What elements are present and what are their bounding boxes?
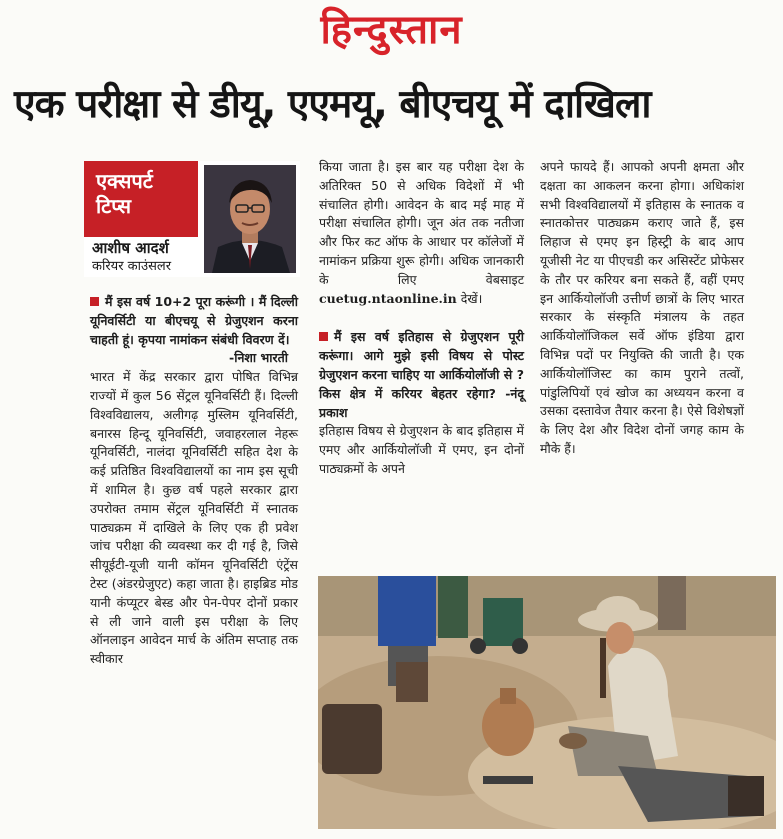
answer-2-part-2: अपने फायदे हैं। आपको अपनी क्षमता और दक्षता का आकलन करना होगा। अधिकांश सभी विश्वविद्यालयों में इतिहास के स्नातक व स्नातकोत्तर पाठ्यक्रम कराए जाते हैं, इस लिहाज से एमए इन हिस्ट्री के बाद आप यूजीसी नेट या पीएचडी कर असिस्टेंट प्रोफेसर के तौर पर करियर बना सकते हैं, वहीं एमए इन आर्कियोलॉजी उत्तीर्ण छात्रों के लिए भारत सरकार के संस्कृति मंत्रालय के तहत आर्कियोलॉजिकल सर्वे ऑफ इंडिया द्वारा विभिन्न पदों पर नियुक्ति की जाती है। एक आर्कियोलॉजिस्ट का काम पुराने तत्वों, पांडुलिपियों एवं खोज का अध्ययन करना व उसका दस्तावेज तैयार करना है। ऐसे विशेषज्ञों के लिए देश और विदेश दोनों जगह काम के मौके हैं। [540, 159, 744, 456]
headline: एक परीक्षा से डीयू, एएमयू, बीएचयू में दाखिला [14, 82, 651, 127]
newspaper-masthead: हिन्दुस्तान [320, 6, 463, 53]
expert-tips-box [84, 161, 300, 277]
expert-tips-label-line1: एक्सपर्ट [96, 169, 153, 193]
exam-website: cuetug.ntaonline.in [319, 290, 457, 306]
column-2 [319, 158, 524, 479]
question-2-text: मैं इस वर्ष इतिहास से ग्रेजुएशन पूरी करूंगा। आगे मुझे इसी विषय से पोस्ट ग्रेजुएशन करना चाहिए या आर्कियोलॉजी से ? किस क्षेत्र में करियर बेहतर रहेगा? -नंदू प्रकाश [319, 329, 524, 420]
answer-2-part-1: इतिहास विषय से ग्रेजुएशन के बाद इतिहास में एमए और आर्कियोलॉजी में एमए, इन दोनों पाठ्यक्रमों के अपने [319, 423, 524, 476]
question-1 [90, 293, 298, 349]
expert-tips-label-line2: टिप्स [96, 194, 132, 218]
column-1 [90, 293, 298, 669]
archaeology-dig-image [318, 576, 776, 829]
column-3 [540, 158, 744, 459]
answer-1-website-suffix: देखें। [456, 290, 483, 306]
question-1-text: मैं इस वर्ष 10+2 पूरा करूंगी । मैं दिल्ली यूनिवर्सिटी या बीएचयू से ग्रेजुएशन करना चाहती हूं। कृपया नामांकन संबंधी विवरण दें। [90, 294, 298, 347]
archaeology-dig-photo [318, 576, 776, 829]
question-1-asker: -निशा भारती [229, 350, 288, 366]
expert-role: करियर काउंसलर [92, 259, 172, 274]
expert-portrait [204, 165, 296, 273]
expert-name: आशीष आदर्श [92, 239, 169, 257]
bullet-icon [90, 297, 99, 306]
expert-tips-label [84, 161, 198, 237]
bullet-icon [319, 332, 328, 341]
answer-1-part-2 [319, 158, 524, 308]
answer-1-part-1: भारत में केंद्र सरकार द्वारा पोषित विभिन्न राज्यों में कुल 56 सेंट्रल यूनिवर्सिटी हैं। दिल्ली विश्वविद्यालय, अलीगढ़ मुस्लिम यूनिवर्सिटी, बनारस हिन्दू यूनिवर्सिटी, जवाहरलाल नेहरू यूनिवर्सिटी, नालंदा यूनिवर्सिटी सहित देश के कई प्रतिष्ठित विश्वविद्यालयों का नाम इस सूची में शामिल है। कुछ वर्ष पहले सरकार द्वारा उपरोक्त तमाम सेंट्रल यूनिवर्सिटी में स्नातक पाठ्यक्रम में दाखिले के लिए एक ही प्रवेश जांच परीक्षा की व्यवस्था कर दी गई है, जिसे सीयूईटी-यूजी यानी कॉमन यूनिवर्सिटी एंट्रेंस टेस्ट (अंडरग्रेजुएट) कहा जाता है। हाइब्रिड मोड यानी कंप्यूटर बेस्ड और पेन-पेपर दोनों प्रकार से ली जाने वाली इस परीक्षा के लिए ऑनलाइन आवेदन मार्च के अंतिम सप्ताह तक स्वीकार [90, 369, 298, 667]
answer-1-part-2-text: किया जाता है। इस बार यह परीक्षा देश के अतिरिक्त 50 से अधिक विदेशों में भी संचालित होगी। आवेदन के बाद मई माह में परीक्षा संचालित होगी। जून अंत तक नतीजा और फिर कट ऑफ के आधार पर कॉलेजों में नामांकन प्रक्रिया शुरू होगी। अधिक जानकारी के लिए वेबसाइट [319, 159, 524, 287]
question-2 [319, 328, 524, 422]
expert-portrait-image [204, 165, 296, 273]
